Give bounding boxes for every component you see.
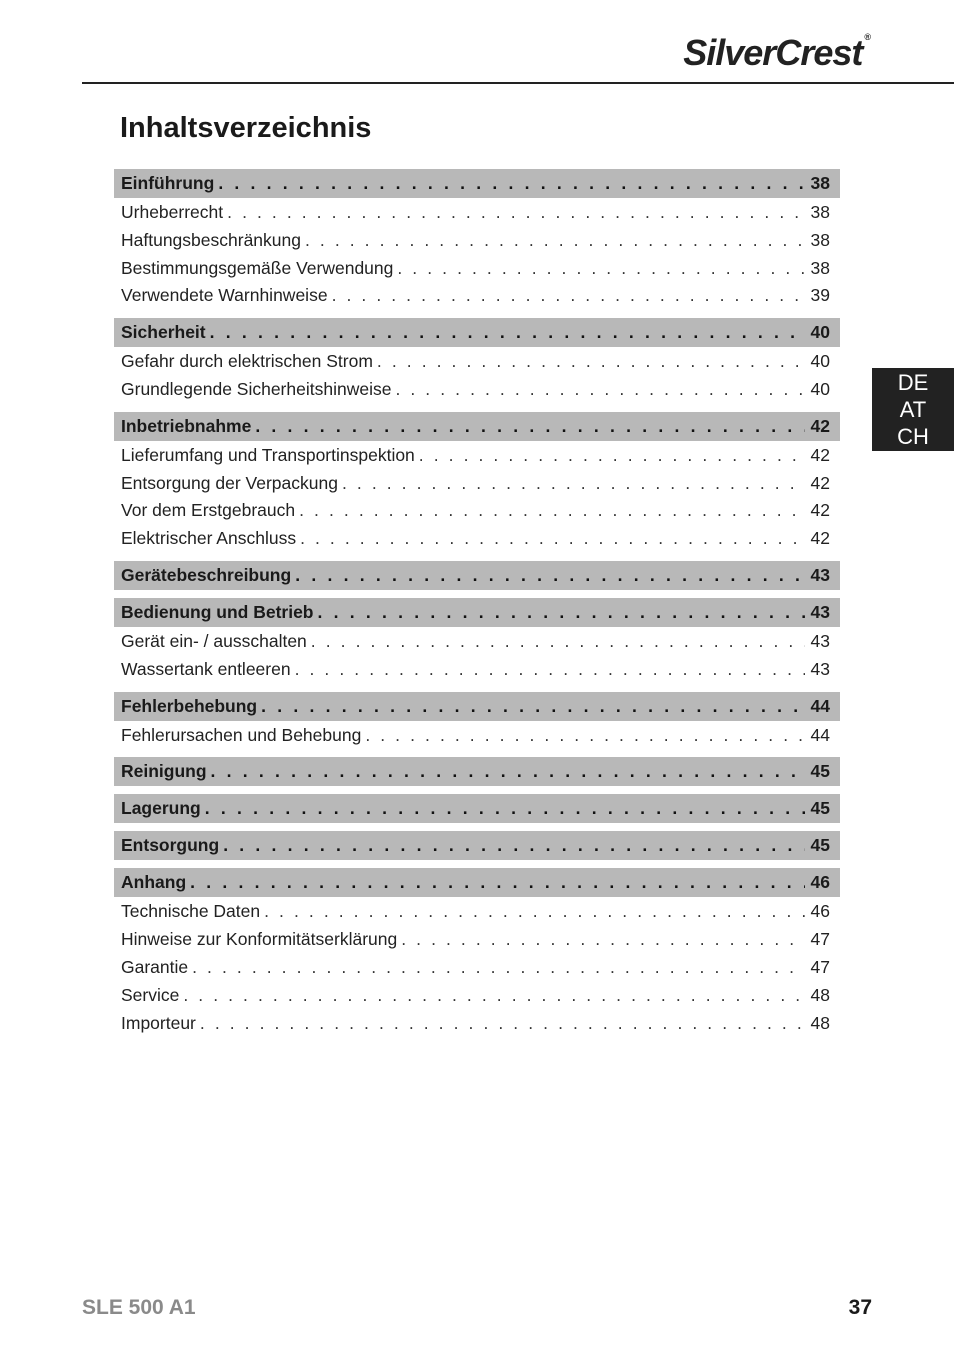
toc-label: Bedienung und Betrieb [121, 601, 314, 622]
toc-label: Gerätebeschreibung [121, 564, 292, 585]
toc-label: Haftungsbeschränkung [121, 229, 301, 250]
dot-leader [328, 282, 805, 310]
toc-section-row[interactable] [114, 692, 840, 721]
toc-label: Einführung [121, 173, 215, 193]
dot-leader [188, 954, 804, 982]
dot-leader [338, 470, 805, 498]
toc-label: Vor dem Erstgebrauch [121, 500, 296, 521]
toc-page-number: 48 [810, 984, 830, 1005]
toc-page-number: 42 [810, 528, 830, 549]
toc-label: Wassertank entleeren [121, 658, 291, 679]
toc-section-row[interactable] [114, 169, 840, 198]
toc-label: Reinigung [121, 761, 207, 782]
toc-page-number: 45 [810, 835, 830, 856]
toc-section-row[interactable] [114, 757, 840, 786]
toc-page-number: 40 [810, 378, 830, 399]
toc-page-number: 44 [810, 695, 830, 716]
toc-label: Entsorgung [121, 835, 220, 856]
toc-entry-row[interactable] [114, 628, 840, 656]
toc-entry-row[interactable] [114, 926, 840, 954]
toc-label: Technische Daten [121, 901, 261, 922]
toc-section-row[interactable] [114, 831, 840, 860]
toc-label: Fehlerursachen und Behebung [121, 724, 362, 745]
toc-entry-row[interactable] [114, 656, 840, 684]
dot-leader [186, 868, 804, 897]
toc-label: Urheberrecht [121, 202, 224, 222]
dot-leader [373, 348, 805, 376]
dot-leader [415, 442, 805, 470]
toc-page-number: 39 [810, 285, 830, 306]
toc-label: Bestimmungsgemäße Verwendung [121, 257, 394, 278]
toc-section-row[interactable] [114, 598, 840, 627]
toc-section-row[interactable] [114, 868, 840, 897]
toc-entry-row[interactable] [114, 227, 840, 255]
toc-label: Service [121, 984, 180, 1005]
toc-page-number: 38 [810, 173, 830, 193]
header-rule [82, 82, 954, 84]
dot-leader [397, 926, 804, 954]
toc-label: Gefahr durch elektrischen Strom [121, 351, 373, 372]
toc-section-row[interactable] [114, 794, 840, 823]
toc-page-number: 43 [810, 630, 830, 651]
toc-entry-row[interactable] [114, 982, 840, 1010]
toc-section-row[interactable] [114, 412, 840, 441]
toc-entry-row[interactable] [114, 898, 840, 926]
dot-leader [301, 227, 805, 255]
language-at: AT [899, 397, 927, 422]
toc-entry-row[interactable] [114, 470, 840, 498]
dot-leader [251, 412, 804, 441]
toc-entry-row[interactable] [114, 525, 840, 553]
toc-entry-row[interactable] [114, 376, 840, 404]
toc-page-number: 46 [810, 901, 830, 922]
dot-leader [257, 692, 804, 721]
dot-leader [291, 561, 804, 590]
toc-label: Lieferumfang und Transportinspektion [121, 444, 415, 465]
toc-page-number: 38 [810, 229, 830, 250]
toc-page-number: 42 [810, 472, 830, 493]
brand-name: SilverCrest [683, 32, 863, 73]
dot-leader [206, 318, 805, 347]
toc-page-number: 46 [810, 872, 830, 893]
toc-page-number: 38 [810, 202, 830, 222]
toc-entry-row[interactable] [114, 497, 840, 525]
dot-leader [196, 1010, 805, 1038]
toc-page-number: 43 [810, 601, 830, 622]
dot-leader [214, 169, 804, 198]
dot-leader [207, 757, 805, 786]
registered-mark: ® [864, 32, 870, 42]
dot-leader [260, 898, 804, 926]
dot-leader [361, 722, 804, 750]
toc-label: Garantie [121, 956, 189, 977]
toc-label: Entsorgung der Verpackung [121, 472, 338, 493]
toc-label: Lagerung [121, 798, 201, 819]
dot-leader [291, 656, 805, 684]
dot-leader [314, 598, 805, 627]
toc-page-number: 45 [810, 798, 830, 819]
toc-page-number: 38 [810, 257, 830, 278]
toc-label: Elektrischer Anschluss [121, 528, 297, 549]
toc-label: Verwendete Warnhinweise [121, 285, 328, 306]
toc-label: Grundlegende Sicherheitshinweise [121, 378, 392, 399]
dot-leader [201, 794, 805, 823]
toc-page-number: 42 [810, 444, 830, 465]
toc-entry-row[interactable] [114, 255, 840, 283]
toc-page-number: 44 [810, 724, 830, 745]
dot-leader [223, 199, 804, 227]
dot-leader [179, 982, 804, 1010]
toc-entry-row[interactable] [114, 954, 840, 982]
toc-entry-row[interactable] [114, 1010, 840, 1038]
dot-leader [219, 831, 804, 860]
toc-entry-row[interactable] [114, 722, 840, 750]
toc-label: Gerät ein- / ausschalten [121, 630, 307, 651]
language-ch: CH [897, 424, 929, 449]
toc-label: Sicherheit [121, 322, 206, 343]
toc-section-row[interactable] [114, 318, 840, 347]
toc-label: Fehlerbehebung [121, 695, 258, 716]
toc-page-number: 43 [810, 564, 830, 585]
page-number: 37 [848, 1296, 872, 1319]
toc-page-number: 45 [810, 761, 830, 782]
toc-entry-row[interactable] [114, 282, 840, 310]
dot-leader [391, 376, 804, 404]
dot-leader [295, 497, 804, 525]
dot-leader [307, 628, 805, 656]
language-de: DE [897, 370, 929, 395]
toc-page-number: 43 [810, 658, 830, 679]
toc-section-row[interactable] [114, 561, 840, 590]
brand-logo [683, 32, 870, 74]
dot-leader [296, 525, 804, 553]
page-title: Inhaltsverzeichnis [120, 112, 372, 144]
toc-page-number: 47 [810, 956, 830, 977]
toc-page-number: 48 [810, 1012, 830, 1033]
dot-leader [393, 255, 804, 283]
toc-label: Importeur [121, 1012, 196, 1033]
toc-page-number: 40 [810, 322, 830, 343]
language-tab [872, 368, 954, 451]
toc-label: Inbetriebnahme [121, 415, 252, 436]
toc-page-number: 40 [810, 351, 830, 372]
toc-page-number: 47 [810, 929, 830, 950]
toc-page-number: 42 [810, 500, 830, 521]
toc-page-number: 42 [810, 415, 830, 436]
toc-label: Anhang [121, 872, 187, 893]
toc-entry-row[interactable] [114, 199, 840, 227]
toc-label: Hinweise zur Konformitätserklärung [121, 929, 398, 950]
model-number: SLE 500 A1 [82, 1296, 196, 1319]
table-of-contents [114, 169, 840, 1037]
toc-entry-row[interactable] [114, 442, 840, 470]
toc-entry-row[interactable] [114, 348, 840, 376]
